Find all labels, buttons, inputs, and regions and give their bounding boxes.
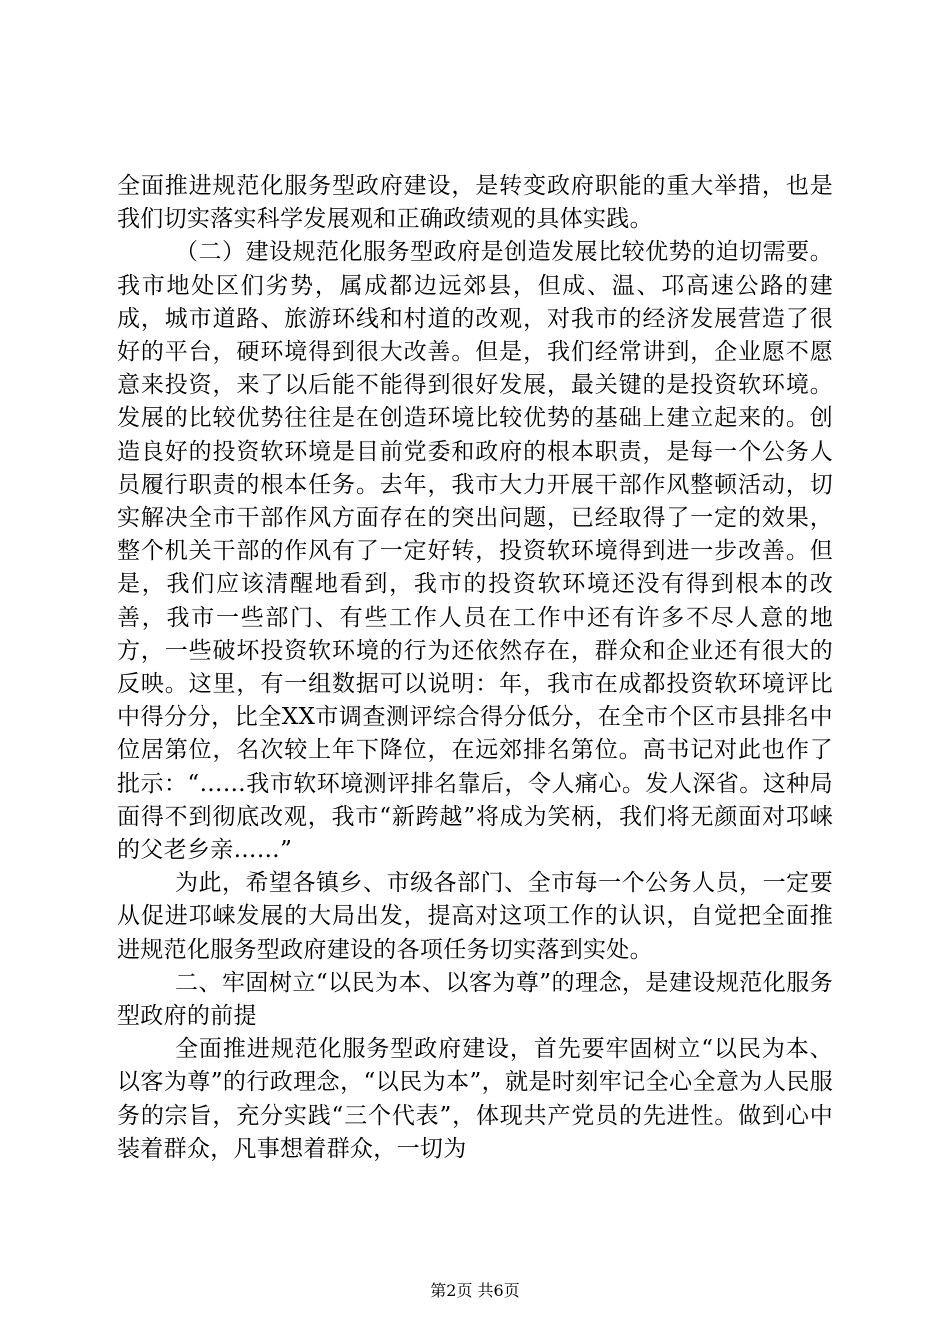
page-number-footer: 第2页 共6页 [430,1281,520,1300]
document-body [117,170,833,1166]
paragraph-1: 全面推进规范化服务型政府建设，是转变政府职能的重大举措，也是我们切实落实科学发展观和正确政绩观的具体实践。 [117,173,833,233]
paragraph-3: 为此，希望各镇乡、市级各部门、全市每一个公务人员，一定要从促进邛崃发展的大局出发，提高对这项工作的认识，自觉把全面推进规范化服务型政府建设的各项任务切实落到实处。 [117,870,833,963]
paragraph-2: （二）建设规范化服务型政府是创造发展比较优势的迫切需要。我市地处区们劣势，属成都边远郊县，但成、温、邛高速公路的建成，城市道路、旅游环线和村道的改观，对我市的经济发展营造了很好的平台，硬环境得到很大改善。但是，我们经常讲到，企业愿不愿意来投资，来了以后能不能得到很好发展，最关键的是投资软环境。发展的比较优势往往是在创造环境比较优势的基础上建立起来的。创造良好的投资软环境是目前党委和政府的根本职责，是每一个公务人员履行职责的根本任务。去年，我市大力开展干部作风整顿活动，切实解决全市干部作风方面存在的突出问题，已经取得了一定的效果，整个机关干部的作风有了一定好转，投资软环境得到进一步改善。但是，我们应该清醒地看到，我市的投资软环境还没有得到根本的改善，我市一些部门、有些工作人员在工作中还有许多不尽人意的地方，一些破坏投资软环境的行为还依然存在，群众和企业还有很大的反映。这里，有一组数据可以说明：年，我市在成都投资软环境评比中得分分，比全XX市调查测评综合得分低分，在全市个区市县排名中位居第位，名次较上年下降位，在远郊排名第位。高书记对此也作了批示：“……我市软环境测评排名靠后，令人痛心。发人深省。这种局面得不到彻底改观，我市“新跨越”将成为笑柄，我们将无颜面对邛崃的父老乡亲……” [117,239,833,864]
paragraph-4: 全面推进规范化服务型政府建设，首先要牢固树立“以民为本、以客为尊”的行政理念，“以民为本”，就是时刻牢记全心全意为人民服务的宗旨，充分实践“三个代表”，体现共产党员的先进性。做到心中装着群众，凡事想着群众，一切为 [117,1036,833,1162]
section-heading-2: 二、牢固树立“以民为本、以客为尊”的理念，是建设规范化服务型政府的前提 [117,969,833,1030]
